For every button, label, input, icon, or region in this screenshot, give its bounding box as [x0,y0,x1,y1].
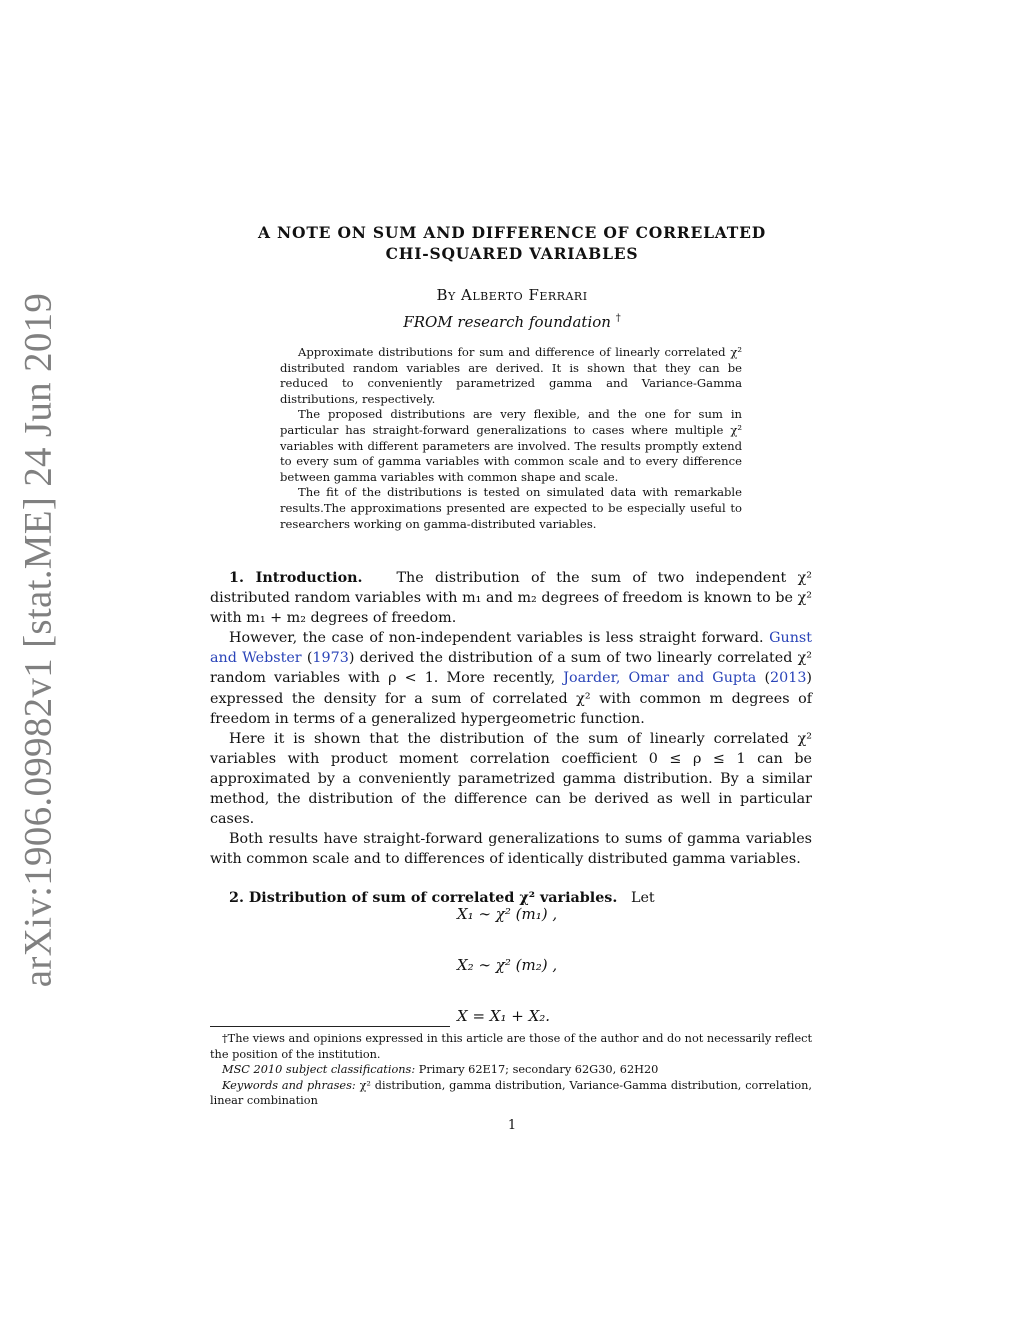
citation-link-gunst-webster[interactable]: Gunst and Webster [210,630,813,667]
section-2-let: Let [630,890,655,907]
footnote-rule [210,1026,450,1027]
msc-label: MSC 2010 subject classifications: [222,1063,416,1077]
msc-value: Primary 62E17; secondary 62G30, 62H20 [418,1063,659,1077]
intro-text-2b: derived the distribution of a sum of two linearly correlated χ² random variables with ρ < 1. More recently, [210,650,813,687]
abstract [280,345,742,532]
abstract-paragraph: Approximate distributions for sum and difference of linearly correlated χ² distributed random variables are derived. It is shown that they can be reduced to conveniently parametrized gamma and Variance-Gamma distributions, respectively. [280,345,742,406]
body-text [210,568,812,909]
intro-text-2a: However, the case of non-independent variables is less straight forward. [229,630,764,647]
intro-paragraph-1 [210,568,812,628]
equation-x2: X₂ ∼ χ² (m₂) , [457,956,558,974]
citation-year-1973[interactable]: 1973 [312,650,349,667]
title-line-1: A NOTE ON SUM AND DIFFERENCE OF CORRELATED [258,223,766,242]
affiliation [0,313,1024,331]
author: By Alberto Ferrari [436,286,588,304]
equation-x1: X₁ ∼ χ² (m₁) , [457,905,558,923]
section-2-heading: 2. Distribution of sum of correlated χ² variables. [229,890,618,907]
intro-paragraph-3: Here it is shown that the distribution of the sum of linearly correlated χ² variables with product moment correlation coefficient 0 ≤ ρ ≤ 1 can be approximated by a conveniently parametrized gamma distribution. By a similar method, the distribution of the difference can be derived as well in particular cases. [210,730,812,828]
affiliation-mark: † [615,313,621,324]
intro-text-1: The distribution of the sum of two independent χ² distributed random variables with m₁ and m₂ degrees of freedom is known to be χ² with m₁ + m₂ degrees of freedom. [210,570,812,627]
footnote-msc [210,1062,812,1078]
paper-title [0,222,1024,264]
citation-link-joarder[interactable]: Joarder, Omar and Gupta [563,670,757,687]
abstract-paragraph: The proposed distributions are very flexible, and the one for sum in particular has straight-forward generalizations to cases where multiple χ² variables with different parameters are involved. The results promptly extend to every sum of gamma variables with common scale and to every difference between gamma variables with common shape and scale. [280,407,742,484]
intro-text-2c: expressed the density for a sum of correlated χ² with common m degrees of freedom in terms of a generalized hypergeometric function. [210,690,812,727]
intro-paragraph-2: However, the case of non-independent variables is less straight forward. Gunst and Webster (1973) derived the distribution of a sum of two linearly correlated χ² random variables with ρ < 1. More recently, Joarder, Omar and Gupta (2013) expressed the density for a sum of correlated χ² with common m degrees of freedom in terms of a generalized hypergeometric function. [210,630,813,727]
section-1-heading: 1. Introduction. [229,570,363,586]
keywords-label: Keywords and phrases: [222,1078,356,1092]
arxiv-identifier: arXiv:1906.09982v1 [stat.ME] 24 Jun 2019 [16,292,60,988]
intro-paragraph-4: Both results have straight-forward generalizations to sums of gamma variables with common scale and to differences of identically distributed gamma variables. [210,831,812,868]
keywords-value: χ² distribution, gamma distribution, Variance-Gamma distribution, correlation, linear combination [210,1078,812,1108]
title-line-2: CHI-SQUARED VARIABLES [385,244,639,263]
affiliation-name: FROM research foundation [403,313,611,331]
page-number: 1 [507,1118,517,1133]
abstract-paragraph: The fit of the distributions is tested on simulated data with remarkable results.The approximations presented are expected to be especially useful to researchers working on gamma-distributed variables. [280,485,742,531]
citation-year-2013[interactable]: 2013 [770,670,807,687]
footnotes [210,1031,812,1109]
footnote-views: †The views and opinions expressed in this article are those of the author and do not necessarily reflect the position of the institution. [210,1032,812,1061]
equation-x-sum: X = X₁ + X₂. [457,1007,551,1025]
footnote-keywords [210,1078,812,1109]
